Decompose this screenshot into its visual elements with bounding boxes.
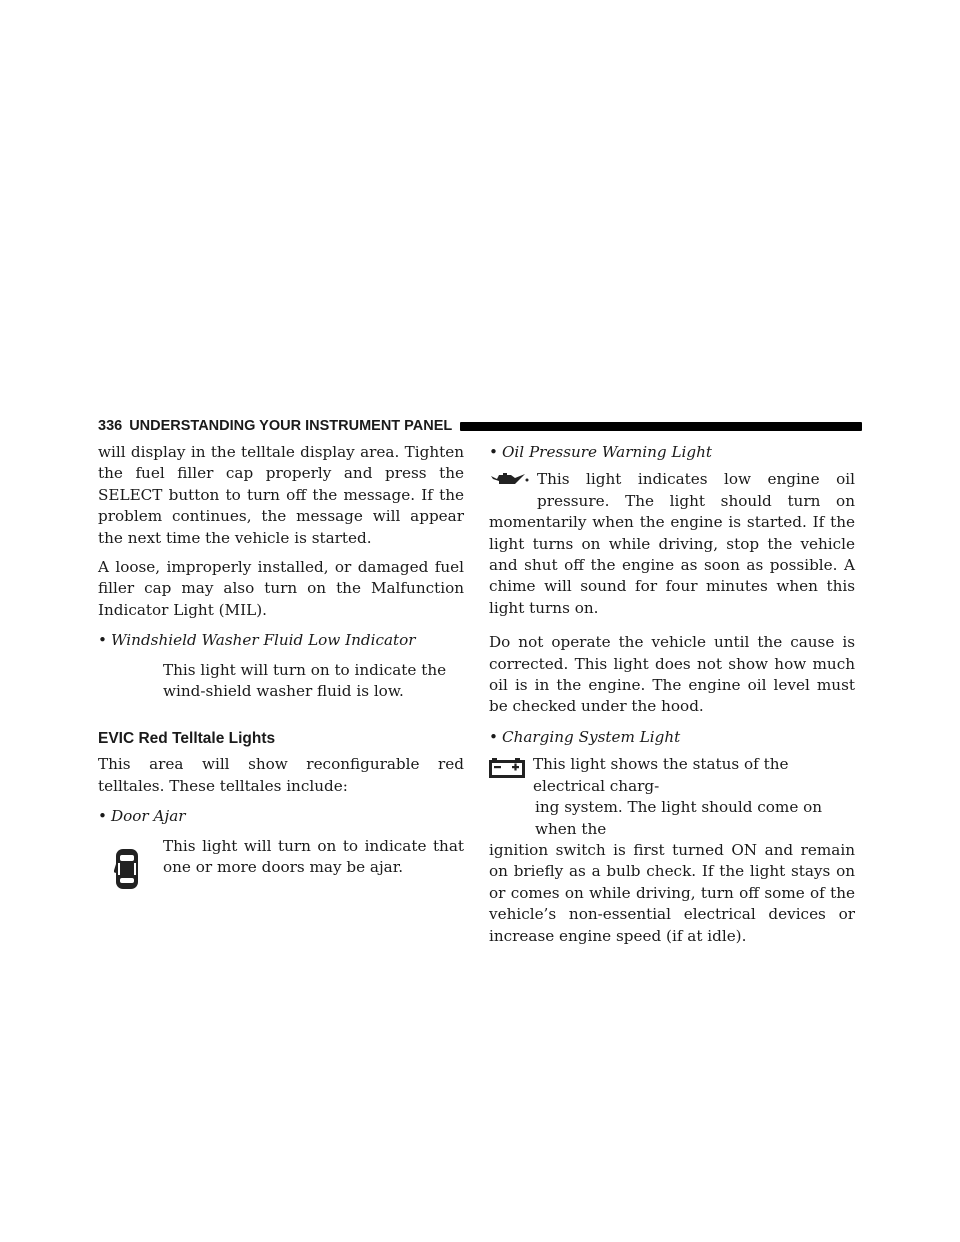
charging-title: Charging System Light bbox=[501, 727, 681, 746]
page-number: 336 bbox=[98, 418, 123, 434]
washer-title: Windshield Washer Fluid Low Indicator bbox=[110, 631, 416, 650]
bullet-door-ajar bbox=[98, 806, 464, 827]
right-column bbox=[489, 442, 855, 947]
bullet-washer-fluid bbox=[98, 630, 464, 651]
oil-text: This light indicates low engine oil pressure. The light should turn on momentarily when the engine is started. If the light turns on while driving, stop the vehicle and shut off the engine as soon as possible. A chime will sound for four minutes when this light turns on. bbox=[489, 470, 855, 617]
page-header bbox=[98, 417, 862, 435]
paragraph-fuel-cap: will display in the telltale display area. Tighten the fuel filler cap properly and press the SELECT button to turn off the message. If the problem continues, the message will appear the next time the vehicle is started. bbox=[98, 443, 464, 547]
door-figure bbox=[98, 836, 464, 879]
door-title: Door Ajar bbox=[110, 807, 186, 826]
bullet-charging bbox=[489, 727, 855, 748]
washer-text: This light will turn on to indicate the wind-shield washer fluid is low. bbox=[163, 660, 447, 701]
bullet-dot: • bbox=[98, 631, 107, 650]
oil-figure bbox=[489, 469, 855, 619]
oil-title: Oil Pressure Warning Light bbox=[501, 443, 712, 461]
bullet-dot: • bbox=[489, 727, 498, 746]
charging-figure bbox=[489, 754, 855, 947]
paragraph-mil: A loose, improperly installed, or damaged fuel filler cap may also turn on the Malfunction Indicator Light (MIL). bbox=[98, 558, 464, 619]
charging-text-rest: ignition switch is first turned ON and remain on briefly as a bulb check. If the light stays on or comes on while driving, turn off some of the vehicle’s non-essential electrical devices or increase engine speed (if at idle). bbox=[489, 840, 855, 945]
charging-text-line1: This light shows the status of the electrical charg- bbox=[533, 755, 789, 795]
battery-icon bbox=[489, 756, 525, 782]
bullet-oil-pressure bbox=[489, 442, 855, 463]
section-title: UNDERSTANDING YOUR INSTRUMENT PANEL bbox=[129, 418, 453, 434]
oil-can-icon bbox=[489, 471, 529, 493]
charging-text-line2: ing system. The light should come on when the bbox=[535, 798, 823, 838]
oil-note: Do not operate the vehicle until the cause is corrected. This light does not show how much oil is in the engine. The engine oil level must be checked under the hood. bbox=[489, 633, 855, 716]
bullet-dot: • bbox=[489, 443, 498, 461]
door-ajar-icon bbox=[114, 848, 140, 894]
door-text: This light will turn on to indicate that one or more doors may be ajar. bbox=[163, 836, 464, 877]
washer-figure bbox=[98, 660, 464, 703]
bullet-dot: • bbox=[98, 807, 107, 826]
left-column bbox=[98, 442, 464, 879]
section-heading: EVIC Red Telltale Lights bbox=[98, 730, 276, 748]
section-intro: This area will show reconfigurable red telltales. These telltales include: bbox=[98, 755, 464, 795]
header-rule bbox=[460, 422, 862, 431]
